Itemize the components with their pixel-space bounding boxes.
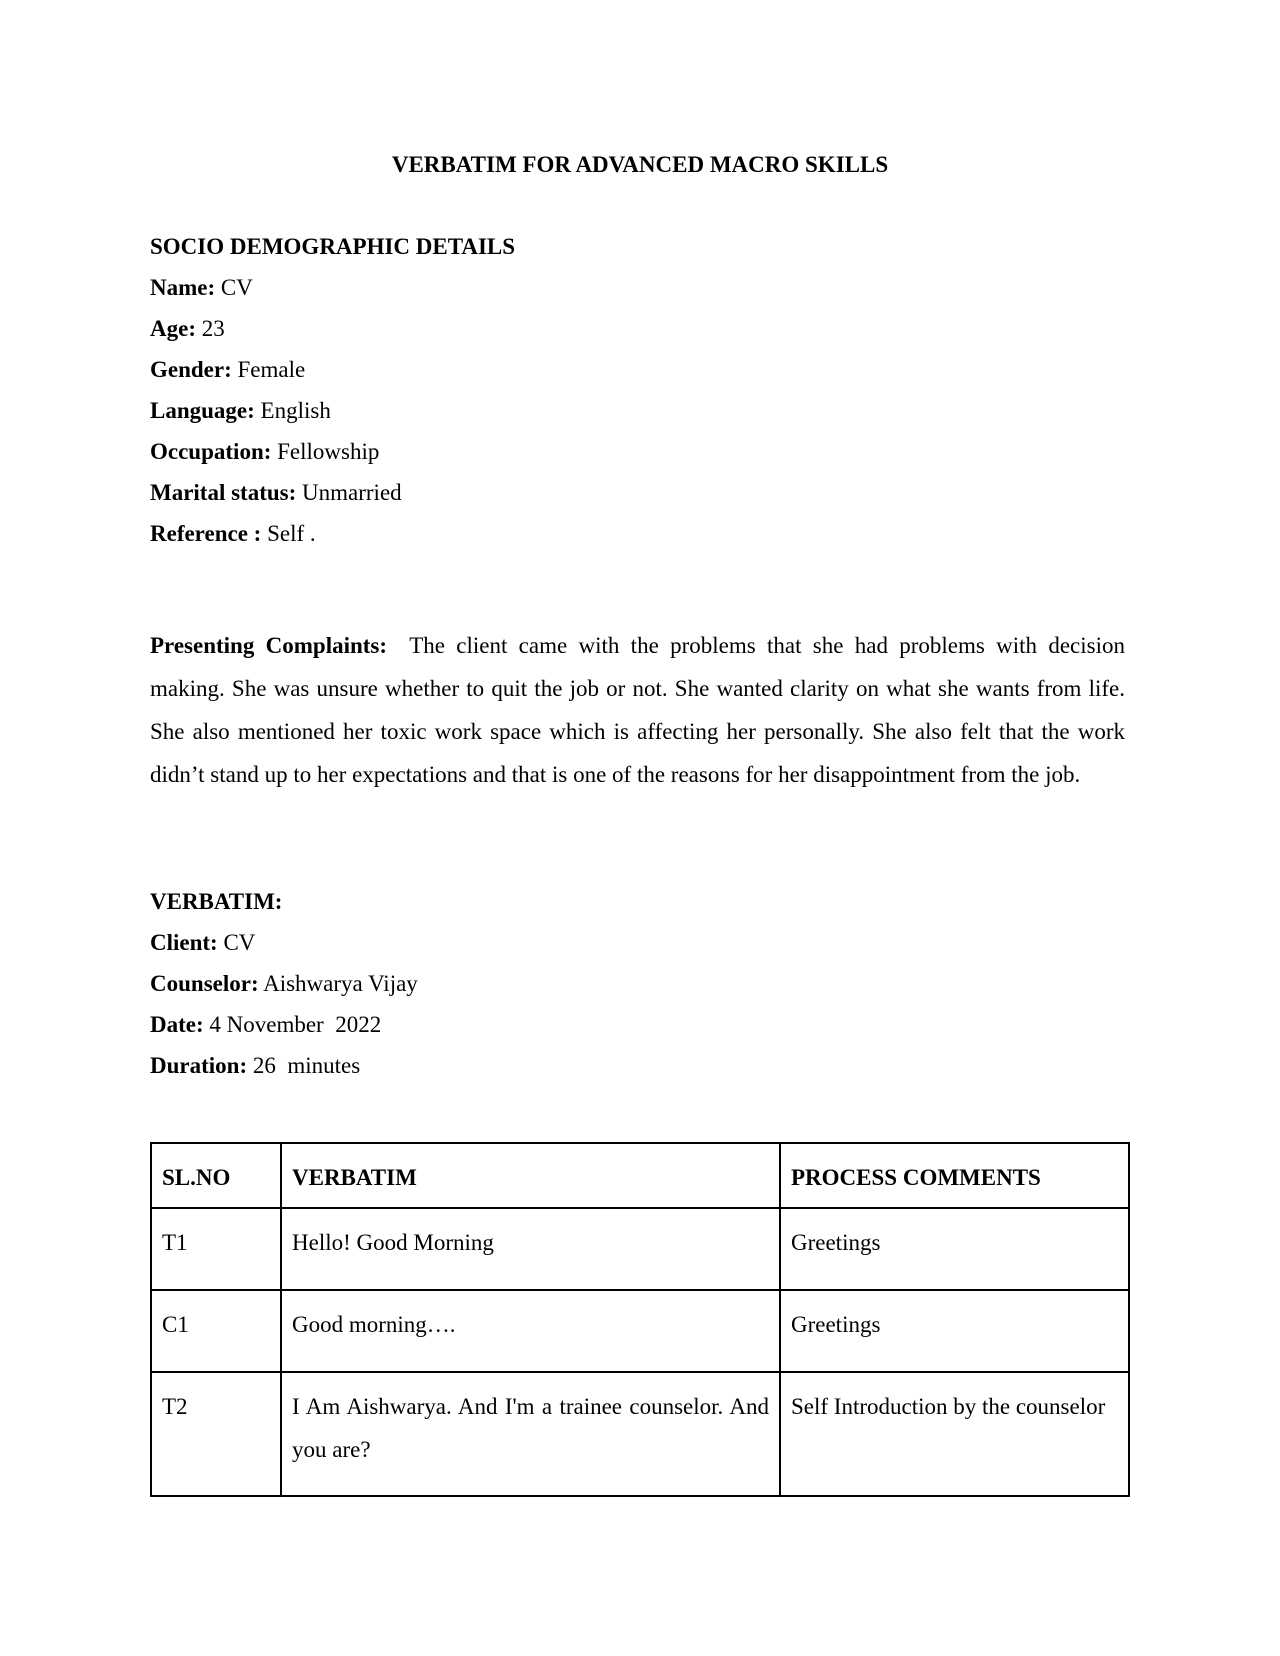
field-label: Gender: [150, 357, 232, 382]
cell-verbatim: Hello! Good Morning [281, 1208, 780, 1290]
table-row [151, 1372, 1129, 1496]
field-value: 23 [201, 316, 225, 341]
cell-sl-no: C1 [151, 1290, 281, 1372]
field-label: Counselor: [150, 971, 259, 996]
document-title: VERBATIM FOR ADVANCED MACRO SKILLS [391, 152, 889, 177]
complaints-label: Presenting Complaints: [150, 633, 388, 658]
field-value: Female [237, 357, 306, 382]
field-value: CV [220, 275, 253, 300]
socio-demographic-heading: SOCIO DEMOGRAPHIC DETAILS [150, 234, 516, 259]
field-value: CV [223, 930, 256, 955]
field-reference [150, 519, 1125, 549]
cell-verbatim: Good morning…. [281, 1290, 780, 1372]
field-value: English [260, 398, 331, 423]
field-value: 26 minutes [252, 1053, 361, 1078]
field-gender [150, 355, 1125, 385]
field-label: Occupation: [150, 439, 272, 464]
field-occupation [150, 437, 1125, 467]
field-label: Name: [150, 275, 216, 300]
field-counselor [150, 969, 1125, 999]
field-label: Date: [150, 1012, 204, 1037]
cell-sl-no: T2 [151, 1372, 281, 1496]
field-label: Reference : [150, 521, 262, 546]
field-age [150, 314, 1125, 344]
table-row [151, 1290, 1129, 1372]
field-value: Aishwarya Vijay [263, 971, 418, 996]
cell-sl-no: T1 [151, 1208, 281, 1290]
table-row [151, 1208, 1129, 1290]
field-name [150, 273, 1125, 303]
complaints-text: The client came with the problems that she had problems with decision making. She was unsure whether to quit the job or not. She wanted clarity on what she wants from life. She also mentioned her toxic work space which is affecting her personally. She also felt that the work didn’t stand up to her expectations and that is one of the reasons for her disappointment from the job. [150, 633, 1125, 787]
field-client [150, 928, 1125, 958]
field-date [150, 1010, 1125, 1040]
verbatim-table [150, 1142, 1130, 1497]
field-value: Fellowship [277, 439, 380, 464]
field-language [150, 396, 1125, 426]
header-process-comments: PROCESS COMMENTS [780, 1143, 1129, 1208]
header-verbatim: VERBATIM [281, 1143, 780, 1208]
field-value: 4 November 2022 [209, 1012, 382, 1037]
table-header-row [151, 1143, 1129, 1208]
field-label: Marital status: [150, 480, 297, 505]
field-label: Duration: [150, 1053, 248, 1078]
verbatim-heading: VERBATIM: [150, 889, 283, 914]
field-label: Client: [150, 930, 218, 955]
presenting-complaints [150, 624, 1125, 796]
field-value: Self . [267, 521, 316, 546]
cell-process-comment: Self Introduction by the counselor [780, 1372, 1129, 1496]
field-duration [150, 1051, 1125, 1081]
field-label: Language: [150, 398, 255, 423]
cell-process-comment: Greetings [780, 1208, 1129, 1290]
header-sl-no: SL.NO [151, 1143, 281, 1208]
field-marital-status [150, 478, 1125, 508]
field-label: Age: [150, 316, 196, 341]
cell-process-comment: Greetings [780, 1290, 1129, 1372]
cell-verbatim: I Am Aishwarya. And I'm a trainee counselor. And you are? [281, 1372, 780, 1496]
field-value: Unmarried [302, 480, 402, 505]
